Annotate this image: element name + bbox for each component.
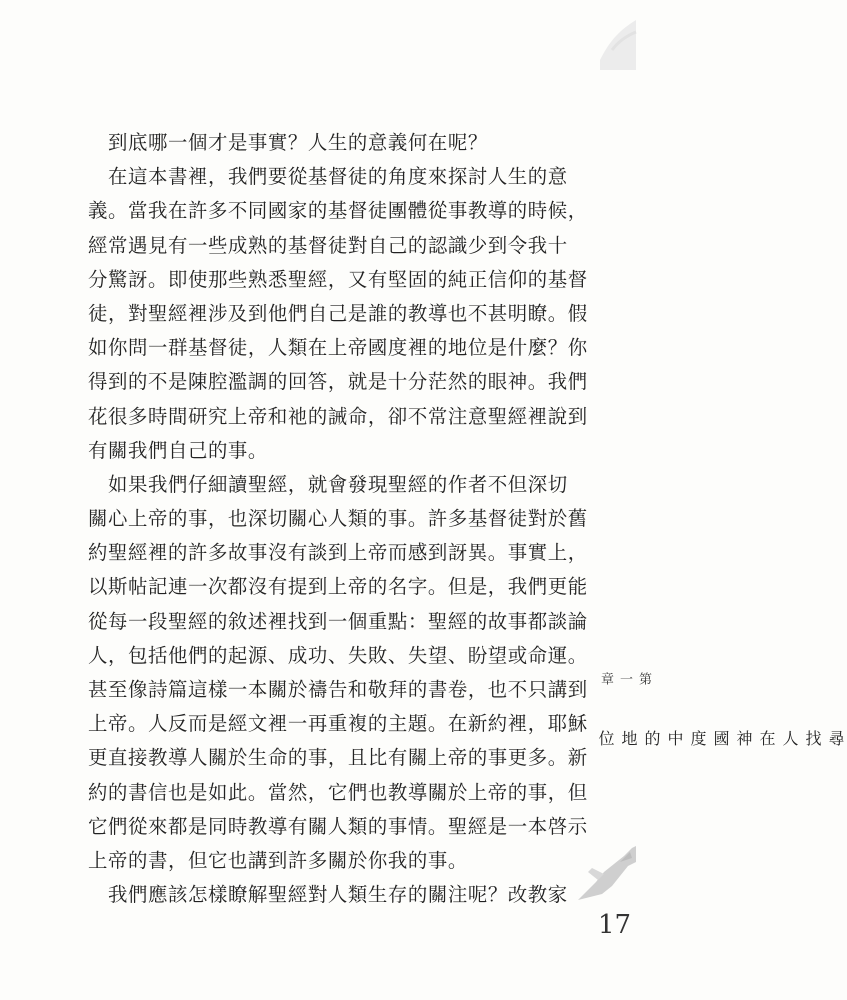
- text-line: 上帝。人反而是經文裡一再重複的主題。在新約裡，耶穌: [88, 712, 588, 736]
- page-number: 17: [598, 910, 632, 940]
- text-line: 到底哪一個才是事實？人生的意義何在呢？: [108, 131, 488, 154]
- text-line: 有關我們自己的事。: [88, 438, 268, 462]
- text-line: 如你問一群基督徒，人類在上帝國度裡的地位是什麼？你: [88, 336, 588, 360]
- text-line: 約的書信也是如此。當然，它們也教導關於上帝的事，但: [88, 780, 588, 804]
- text-line: 以斯帖記連一次都沒有提到上帝的名字。但是，我們更能: [88, 575, 588, 599]
- text-line: 徒，對聖經裡涉及到他們自己是誰的教導也不甚明瞭。假: [88, 301, 588, 325]
- corner-decoration-icon: [590, 0, 636, 70]
- body-text: [88, 126, 588, 912]
- runner-silhouette-icon: [574, 842, 636, 902]
- text-line: 經常遇見有一些成熟的基督徒對自己的認識少到令我十: [88, 233, 568, 257]
- text-line: 得到的不是陳腔濫調的回答，就是十分茫然的眼神。我們: [88, 370, 588, 394]
- text-line: 人，包括他們的起源、成功、失敗、失望、盼望或命運。: [88, 643, 588, 667]
- text-line: 關心上帝的事，也深切關心人類的事。許多基督徒對於舊: [88, 507, 588, 531]
- text-line: 從每一段聖經的敘述裡找到一個重點：聖經的故事都談論: [88, 609, 588, 633]
- text-line: 如果我們仔細讀聖經，就會發現聖經的作者不但深切: [108, 472, 568, 496]
- chapter-label: 第一章: [598, 672, 651, 688]
- text-line: 它們從來都是同時教導有關人類的事情。聖經是一本啓示: [88, 814, 588, 838]
- text-line: 約聖經裡的許多故事沒有談到上帝而感到訝異。事實上，: [88, 541, 588, 565]
- text-line: 更直接教導人關於生命的事，且比有關上帝的事更多。新: [88, 746, 588, 770]
- text-line: 上帝的書，但它也講到許多關於你我的事。: [88, 848, 468, 872]
- text-line: 在這本書裡，我們要從基督徒的角度來探討人生的意: [108, 165, 568, 189]
- chapter-title: 尋找人在神國度中的地位: [596, 730, 845, 748]
- text-line: 分驚訝。即使那些熟悉聖經，又有堅固的純正信仰的基督: [88, 267, 588, 291]
- text-line: 我們應該怎樣瞭解聖經對人類生存的關注呢？改教家: [108, 883, 568, 907]
- text-line: 義。當我在許多不同國家的基督徒團體從事教導的時候，: [88, 199, 588, 223]
- text-line: 花很多時間研究上帝和祂的誡命，卻不常注意聖經裡說到: [88, 404, 588, 428]
- text-line: 甚至像詩篇這樣一本關於禱告和敬拜的書卷，也不只講到: [88, 678, 588, 701]
